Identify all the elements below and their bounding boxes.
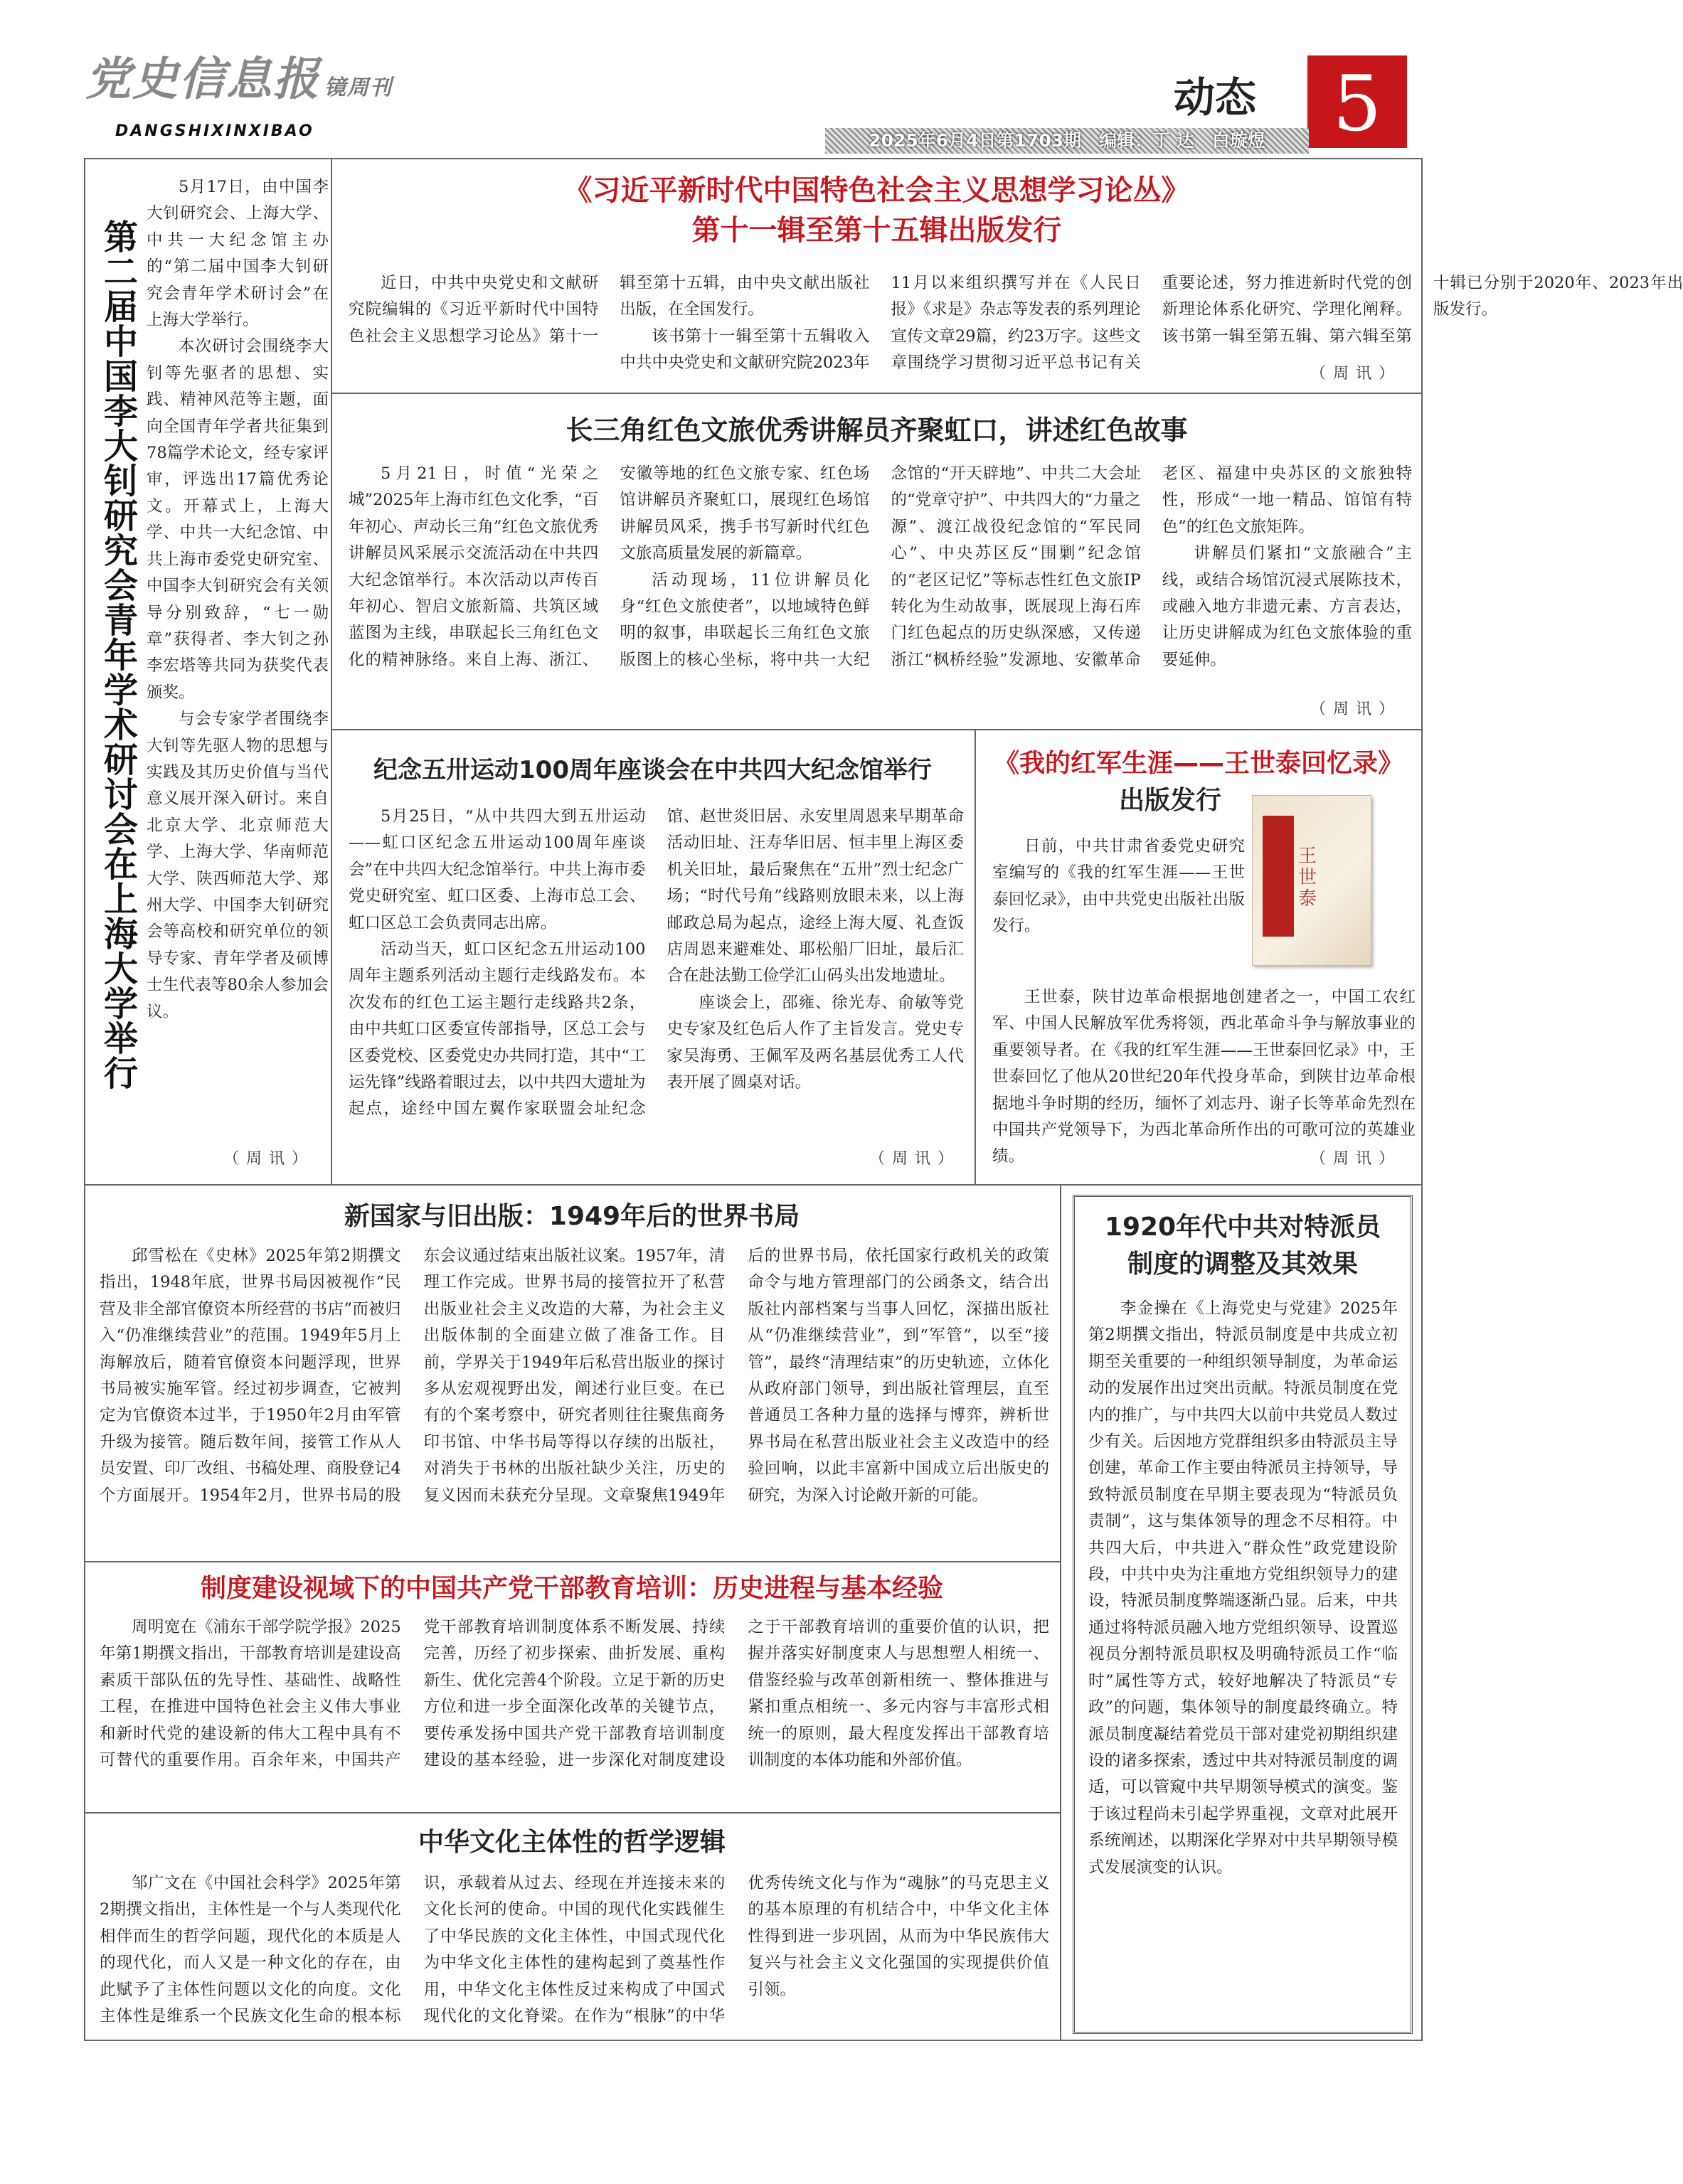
paragraph: 王世泰，陕甘边革命根据地创建者之一，中国工农红军、中国人民解放军优秀将领，西北革命斗争与解放事业的重要领导者。在《我的红军生涯——王世泰回忆录》中，王世泰回忆了他从20世纪20年代投身革命，到陕甘边革命根据地斗争时期的经历，缅怀了刘志丹、谢子长等革命先烈在中国共产党领导下，为西北革命所作出的可歌可泣的英雄业绩。: [992, 988, 1416, 1166]
article2-title: 长三角红色文旅优秀讲解员齐聚虹口，讲述红色故事: [566, 415, 1188, 446]
paragraph: 5月17日，由中国李大钊研究会、上海大学、中共一大纪念馆主办的“第二届中国李大钊研究会青年学术研讨会”在上海大学举行。: [147, 178, 329, 330]
article5-body: [100, 1243, 1049, 1542]
page-number-box: [1307, 55, 1407, 148]
paragraph: 日前，中共甘肃省委党史研究室编写的《我的红军生涯——王世泰回忆录》，由中共党史出版社出版发行。: [992, 837, 1245, 936]
masthead: [85, 43, 484, 149]
article8-title: 中华文化主体性的哲学逻辑: [418, 1828, 726, 1857]
article7-body: [100, 1614, 1049, 1801]
paragraph: 该书第十一辑至第十五辑收入中共中央党史和文献研究院2023年11月以来组织撰写并在《人民日报》《求是》杂志等发表的系列理论宣传文章29篇，约23万字。这些文章围绕学习贯彻习近平总书记有关重要论述，努力推进新时代党的创新理论体系化研究、学理化阐释。该书第一辑至第五辑、第六辑至第十辑已分别于2020年、2023年出版发行。: [620, 274, 1683, 373]
article5-title: 新国家与旧出版：1949年后的世界书局: [344, 1202, 800, 1231]
article3-body: [349, 804, 964, 1145]
paragraph: 讲解员们紧扣“文旅融合”主线，或结合场馆沉浸式展陈技术，或融入地方非遗元素、方言表达，让历史讲解成为红色文旅体验的重要延伸。: [1162, 544, 1412, 669]
page-number: 5: [1332, 60, 1382, 149]
paragraph: 邹广文在《中国社会科学》2025年第2期撰文指出，主体性是一个与人类现代化相伴而生的哲学问题，现代化的本质是人的现代化，而人又是一种文化的存在，由此赋予了主体性问题以文化的向度。文化主体性是维系一个民族文化生命的根本标识，承载着从过去、经现在并连接未来的文化长河的使命。中国的现代化实践催生了中华民族的文化主体性，中国式现代化为中华文化主体性的建构起到了奠基性作用，中华文化主体性反过来构成了中国式现代化的文化脊梁。在作为“根脉”的中华优秀传统文化与作为“魂脉”的马克思主义的基本原理的有机结合中，中华文化主体性得到进一步巩固，从而为中华民族伟大复兴与社会主义文化强国的实现提供价值引领。: [100, 1874, 1049, 2026]
column-rule: [331, 158, 332, 1186]
masthead-title: 党史信息报 镜周刊: [85, 53, 393, 106]
article6-title: 1920年代中共对特派员制度的调整及其效果: [1104, 1213, 1381, 1279]
row-rule: [84, 1812, 1060, 1813]
paragraph: 5月21日，时值“光荣之城”2025年上海市红色文化季，“百年初心、声动长三角”红色文旅优秀讲解员风采展示交流活动在中共四大纪念馆举行。本次活动以声传百年初心、智启文旅新篇、共筑区域蓝图为主线，串联起长三角红色文化的精神脉络。来自上海、浙江、安徽等地的红色文旅专家、红色场馆讲解员齐聚虹口，展现红色场馆讲解员风采，携手书写新时代红色文旅高质量发展的新篇章。: [349, 464, 870, 669]
column-rule: [975, 729, 976, 1184]
article4-byline: （周讯）: [1310, 1150, 1401, 1168]
article3-byline: （周讯）: [869, 1150, 960, 1168]
side-article-byline: （周讯）: [223, 1150, 314, 1168]
article6-body: [1088, 1296, 1398, 2028]
article1-title-line1: 《习近平新时代中国特色社会主义思想学习论丛》: [563, 174, 1190, 207]
article4-title-line2: 出版发行: [1118, 786, 1221, 815]
article2-body: [349, 461, 1412, 703]
paragraph: 与会专家学者围绕李大钊等先驱人物的思想与实践及其历史价值与当代意义展开深入研讨。来自北京大学、北京师范大学、上海大学、华南师范大学、陕西师范大学、郑州大学、中国李大钊研究会等高校和研究单位的领导专家、青年学者及硕博士生代表等80余人参加会议。: [147, 710, 329, 1021]
column-rule: [1060, 1184, 1061, 2041]
paragraph: 本次研讨会围绕李大钊等先驱者的思想、实践、精神风范等主题，面向全国青年学者共征集到78篇学术论文，经专家评审，评选出17篇优秀论文。开幕式上，上海大学、中共一大纪念馆、中共上海市委党史研究室、中国李大钊研究会有关领导分别致辞，“七一勋章”获得者、李大钊之孙李宏塔等共同为获奖代表颁奖。: [147, 337, 329, 702]
paragraph: 邱雪松在《史林》2025年第2期撰文指出，1948年底，世界书局因被视作“民营及非全部官僚资本所经营的书店”而被归入“仍准继续营业”的范围。1949年5月上海解放后，随着官僚资本问题浮现，世界书局被实施军管。经过初步调查，它被判定为官僚资本过半，于1950年2月由军管升级为接管。随后数年间，接管工作从人员安置、印厂改组、书稿处理、商股登记4个方面展开。1954年2月，世界书局的股东会议通过结束出版社议案。1957年，清理工作完成。世界书局的接管拉开了私营出版业社会主义改造的大幕，为社会主义出版体制的全面建立做了准备工作。目前，学界关于1949年后私营出版业的探讨多从宏观视野出发，阐述行业巨变。在已有的个案考察中，研究者则往往聚焦商务印书馆、中华书局等得以存续的出版社，对消失于书林的出版社缺少关注，历史的复义因而未获充分呈现。文章聚焦1949年后的世界书局，依托国家行政机关的政策命令与地方管理部门的公函条文，结合出版社内部档案与当事人回忆，深描出版社从“仍准继续营业”，到“军管”，以至“接管”，最终“清理结束”的历史轨迹，立体化从政府部门领导，到出版社管理层，直至普通员工各种力量的选择与博弈，辨析世界书局在私营出版业社会主义改造中的经验回响，以此丰富新中国成立后出版史的研究，为深入讨论敞开新的可能。: [100, 1247, 1049, 1505]
article1-title-line2: 第十一辑至第十五辑出版发行: [691, 214, 1062, 247]
row-rule: [84, 1561, 1060, 1562]
masthead-pinyin: DANGSHIXINXIBAO: [115, 122, 314, 140]
article7-title: 制度建设视域下的中国共产党干部教育培训：历史进程与基本经验: [200, 1574, 943, 1603]
row-rule: [331, 393, 1423, 394]
book-cover-image: [1252, 795, 1371, 966]
section-name: 动态: [1174, 73, 1257, 122]
side-article-body: [108, 174, 329, 1145]
article1-byline: （周讯）: [1310, 365, 1401, 383]
paragraph: 5月25日，“从中共四大到五卅运动——虹口区纪念五卅运动100周年座谈会”在中共四大纪念馆举行。中共上海市委党史研究室、虹口区委、上海市总工会、虹口区总工会负责同志出席。: [349, 807, 646, 932]
row-rule: [331, 729, 1423, 730]
issue-info-bar: 2025年6月4日第1703期 编辑：丁 达 白璇煜: [825, 128, 1309, 154]
paragraph: 活动当天，虹口区纪念五卅运动100周年主题系列活动主题行走线路发布。本次发布的红色工运主题行走线路共2条，由中共虹口区委宣传部指导，区总工会与区委党校、区委党史办共同打造，其中“工运先锋”线路着眼过去，以中共四大遗址为起点，途经中国左翼作家联盟会址纪念馆、赵世炎旧居、永安里周恩来早期革命活动旧址、汪寿华旧居、恒丰里上海区委机关旧址，最后聚焦在“五卅”烈士纪念广场；“时代号角”线路则放眼未来，以上海邮政总局为起点，途经上海大厦、礼查饭店周恩来避难处、耶松船厂旧址，最后汇合在赴法勤工俭学汇山码头出发地遗址。: [349, 807, 964, 1119]
paragraph: 李金操在《上海党史与党建》2025年第2期撰文指出，特派员制度是中共成立初期至关重要的一种组织领导制度，为革命运动的发展作出过突出贡献。特派员制度在党内的推广，与中共四大以前中共党员人数过少有关。后因地方党群组织多由特派员主导创建，革命工作主要由特派员主持领导，导致特派员制度在早期主要表现为“特派员负责制”，这与集体领导的理念不尽相符。中共四大后，中共进入“群众性”政党建设阶段，中共中央为注重地方党组织领导力的建设，特派员制度弊端逐渐凸显。后来，中共通过将特派员融入地方党组织领导、设置巡视员分割特派员职权及明确特派员工作“临时”属性等方式，较好地解决了特派员“专政”的问题，集体领导的制度最终确立。特派员制度凝结着党员干部对建党初期组织建设的诸多探索，透过中共对特派员制度的调适，可以管窥中共早期领导模式的演变。鉴于该过程尚未引起学界重视，文章对此展开系统阐述，以期深化学界对中共早期领导模式发展演变的认识。: [1088, 1299, 1398, 1877]
article2-byline: （周讯）: [1310, 701, 1401, 718]
book-cover-calligraphy: 王世泰: [1298, 846, 1317, 910]
book-cover-band: [1263, 816, 1294, 937]
paragraph: 周明宽在《浦东干部学院学报》2025年第1期撰文指出，干部教育培训是建设高素质干部队伍的先导性、基础性、战略性工程，在推进中国特色社会主义伟大事业和新时代党的建设新的伟大工程中具有不可替代的重要作用。百余年来，中国共产党干部教育培训制度体系不断发展、持续完善，历经了初步探索、曲折发展、重构新生、优化完善4个阶段。立足于新的历史方位和进一步全面深化改革的关键节点，要传承发扬中国共产党干部教育培训制度建设的基本经验，进一步深化对制度建设之于干部教育培训的重要价值的认识，把握并落实好制度束人与思想塑人相统一、借鉴经验与改革创新相统一、整体推进与紧扣重点相统一、多元内容与丰富形式相统一的原则，最大程度发挥出干部教育培训制度的本体功能和外部价值。: [100, 1618, 1049, 1770]
article4-title-line1: 《我的红军生涯——王世泰回忆录》: [993, 749, 1403, 778]
paragraph: 活动现场，11位讲解员化身“红色文旅使者”，以地域特色鲜明的叙事，串联起长三角红色文旅版图上的核心坐标，将中共一大纪念馆的“开天辟地”、中共二大会址的“党章守护”、中共四大的“力量之源”、渡江战役纪念馆的“军民同心”、中央苏区反“围剿”纪念馆的“老区记忆”等标志性红色文旅IP转化为生动故事，既展现上海石库门红色起点的历史纵深感，又传递浙江“枫桥经验”发源地、安徽革命老区、福建中央苏区的文旅独特性，形成“一地一精品、馆馆有特色”的红色文旅矩阵。: [620, 464, 1412, 669]
side-article-title: 第二届中国李大钊研究会青年学术研讨会在上海大学举行: [103, 218, 138, 1094]
article3-title: 纪念五卅运动100周年座谈会在中共四大纪念馆举行: [373, 756, 932, 784]
paragraph: 近日，中共中央党史和文献研究院编辑的《习近平新时代中国特色社会主义思想学习论丛》第十一辑至第十五辑，由中央文献出版社出版，在全国发行。: [349, 274, 870, 346]
row-rule: [84, 1184, 1423, 1186]
paragraph: 座谈会上，邵雍、徐光寿、俞敏等党史专家及红色后人作了主旨发言。党史专家吴海勇、王佩军及两名基层优秀工人代表开展了圆桌对话。: [667, 993, 964, 1092]
article8-body: [100, 1870, 1049, 2034]
article4-body-top: [992, 833, 1245, 976]
